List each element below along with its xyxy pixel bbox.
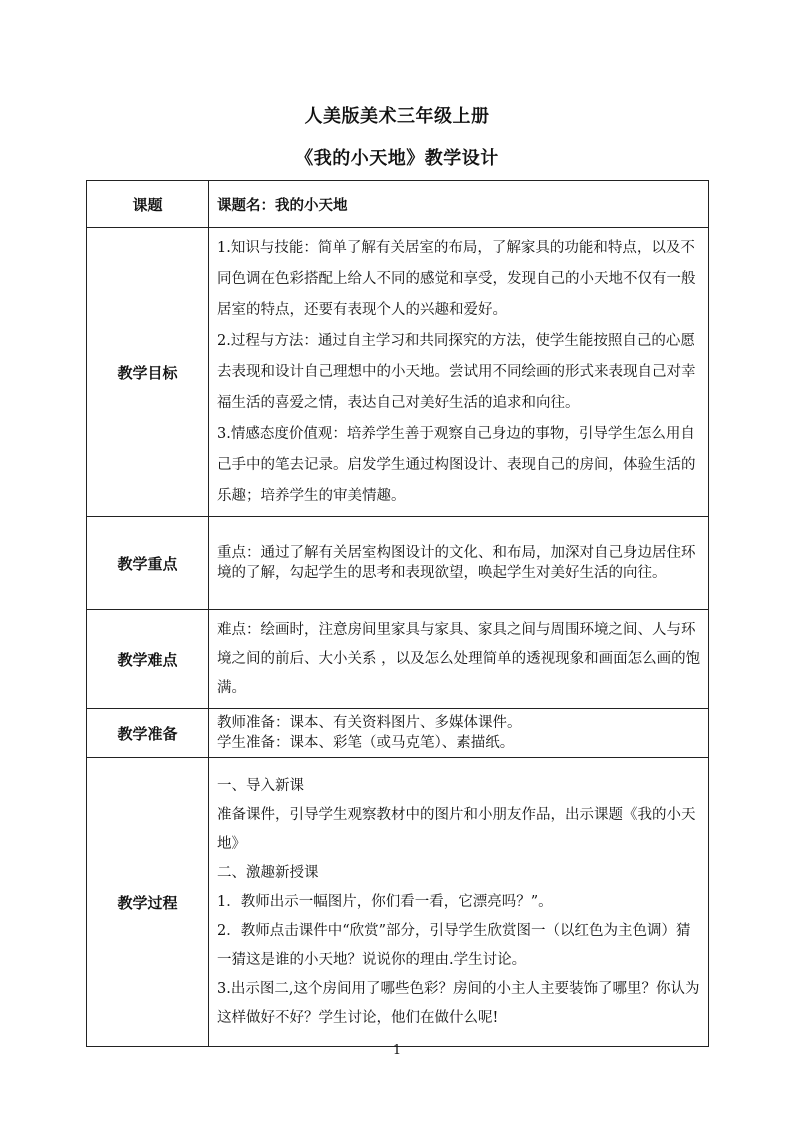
key-points-text: 重点：通过了解有关居室构图设计的文化、和布局，加深对自己身边居住环境的了解，勾起学生的思考和表现欲望，唤起学生对美好生活的向往。 — [209, 517, 709, 610]
goals-label: 教学目标 — [87, 228, 209, 517]
preparation-content — [209, 709, 709, 758]
preparation-label: 教学准备 — [87, 709, 209, 758]
process-paragraph-4: 1．教师出示一幅图片，你们看一看，它漂亮吗？”。 — [217, 893, 553, 910]
topic-label: 课题 — [87, 181, 209, 228]
preparation-student: 学生准备：课本、彩笔（或马克笔）、素描纸。 — [217, 735, 515, 751]
document-subtitle: 《我的小天地》教学设计 — [295, 148, 499, 169]
table-row-preparation — [87, 709, 709, 758]
process-paragraph-3: 二、激趣新授课 — [217, 864, 319, 881]
table-row-key-points — [87, 517, 709, 610]
document-title: 人美版美术三年级上册 — [304, 106, 490, 127]
process-paragraph-2: 准备课件，引导学生观察教材中的图片和小朋友作品，出示课题《我的小天地》 — [217, 806, 696, 852]
page-number: 1 — [392, 1043, 402, 1058]
goals-content — [209, 228, 709, 517]
preparation-teacher: 教师准备：课本、有关资料图片、多媒体课件。 — [217, 715, 522, 731]
process-paragraph-1: 一、导入新课 — [217, 777, 304, 794]
table-row-process — [87, 758, 709, 1047]
table-row-topic — [87, 181, 709, 228]
goals-paragraph-1: 1.知识与技能：简单了解有关居室的布局，了解家具的功能和特点，以及不同色调在色彩搭配上给人不同的感觉和享受，发现自己的小天地不仅有一般居室的特点，还要有表现个人的兴趣和爱好。 — [217, 239, 696, 318]
lesson-plan-table — [86, 180, 709, 1047]
process-label: 教学过程 — [87, 758, 209, 1047]
key-points-label: 教学重点 — [87, 517, 209, 610]
table-row-goals — [87, 228, 709, 517]
goals-paragraph-3: 3.情感态度价值观：培养学生善于观察自己身边的事物，引导学生怎么用自己手中的笔去记录。启发学生通过构图设计、表现自己的房间，体验生活的乐趣；培养学生的审美情趣。 — [217, 425, 696, 504]
topic-value: 课题名：我的小天地 — [209, 181, 709, 228]
difficulties-label: 教学难点 — [87, 610, 209, 709]
difficulties-text: 难点：绘画时，注意房间里家具与家具、家具之间与周围环境之间、人与环境之间的前后、大小关系 ，以及怎么处理简单的透视现象和画面怎么画的饱满。 — [209, 610, 709, 709]
process-paragraph-6: 3.出示图二,这个房间用了哪些色彩？房间的小主人主要装饰了哪里？你认为这样做好不好？学生讨论，他们在做什么呢! — [217, 980, 700, 1026]
goals-paragraph-2: 2.过程与方法：通过自主学习和共同探究的方法，使学生能按照自己的心愿去表现和设计自己理想中的小天地。尝试用不同绘画的形式来表现自己对幸福生活的喜爱之情，表达自己对美好生活的追求和向往。 — [217, 332, 696, 411]
table-row-difficulties — [87, 610, 709, 709]
process-paragraph-5: 2．教师点击课件中“欣赏”部分，引导学生欣赏图一（以红色为主色调）猜一猜这是谁的小天地？说说你的理由.学生讨论。 — [217, 922, 691, 968]
process-content — [209, 758, 709, 1047]
